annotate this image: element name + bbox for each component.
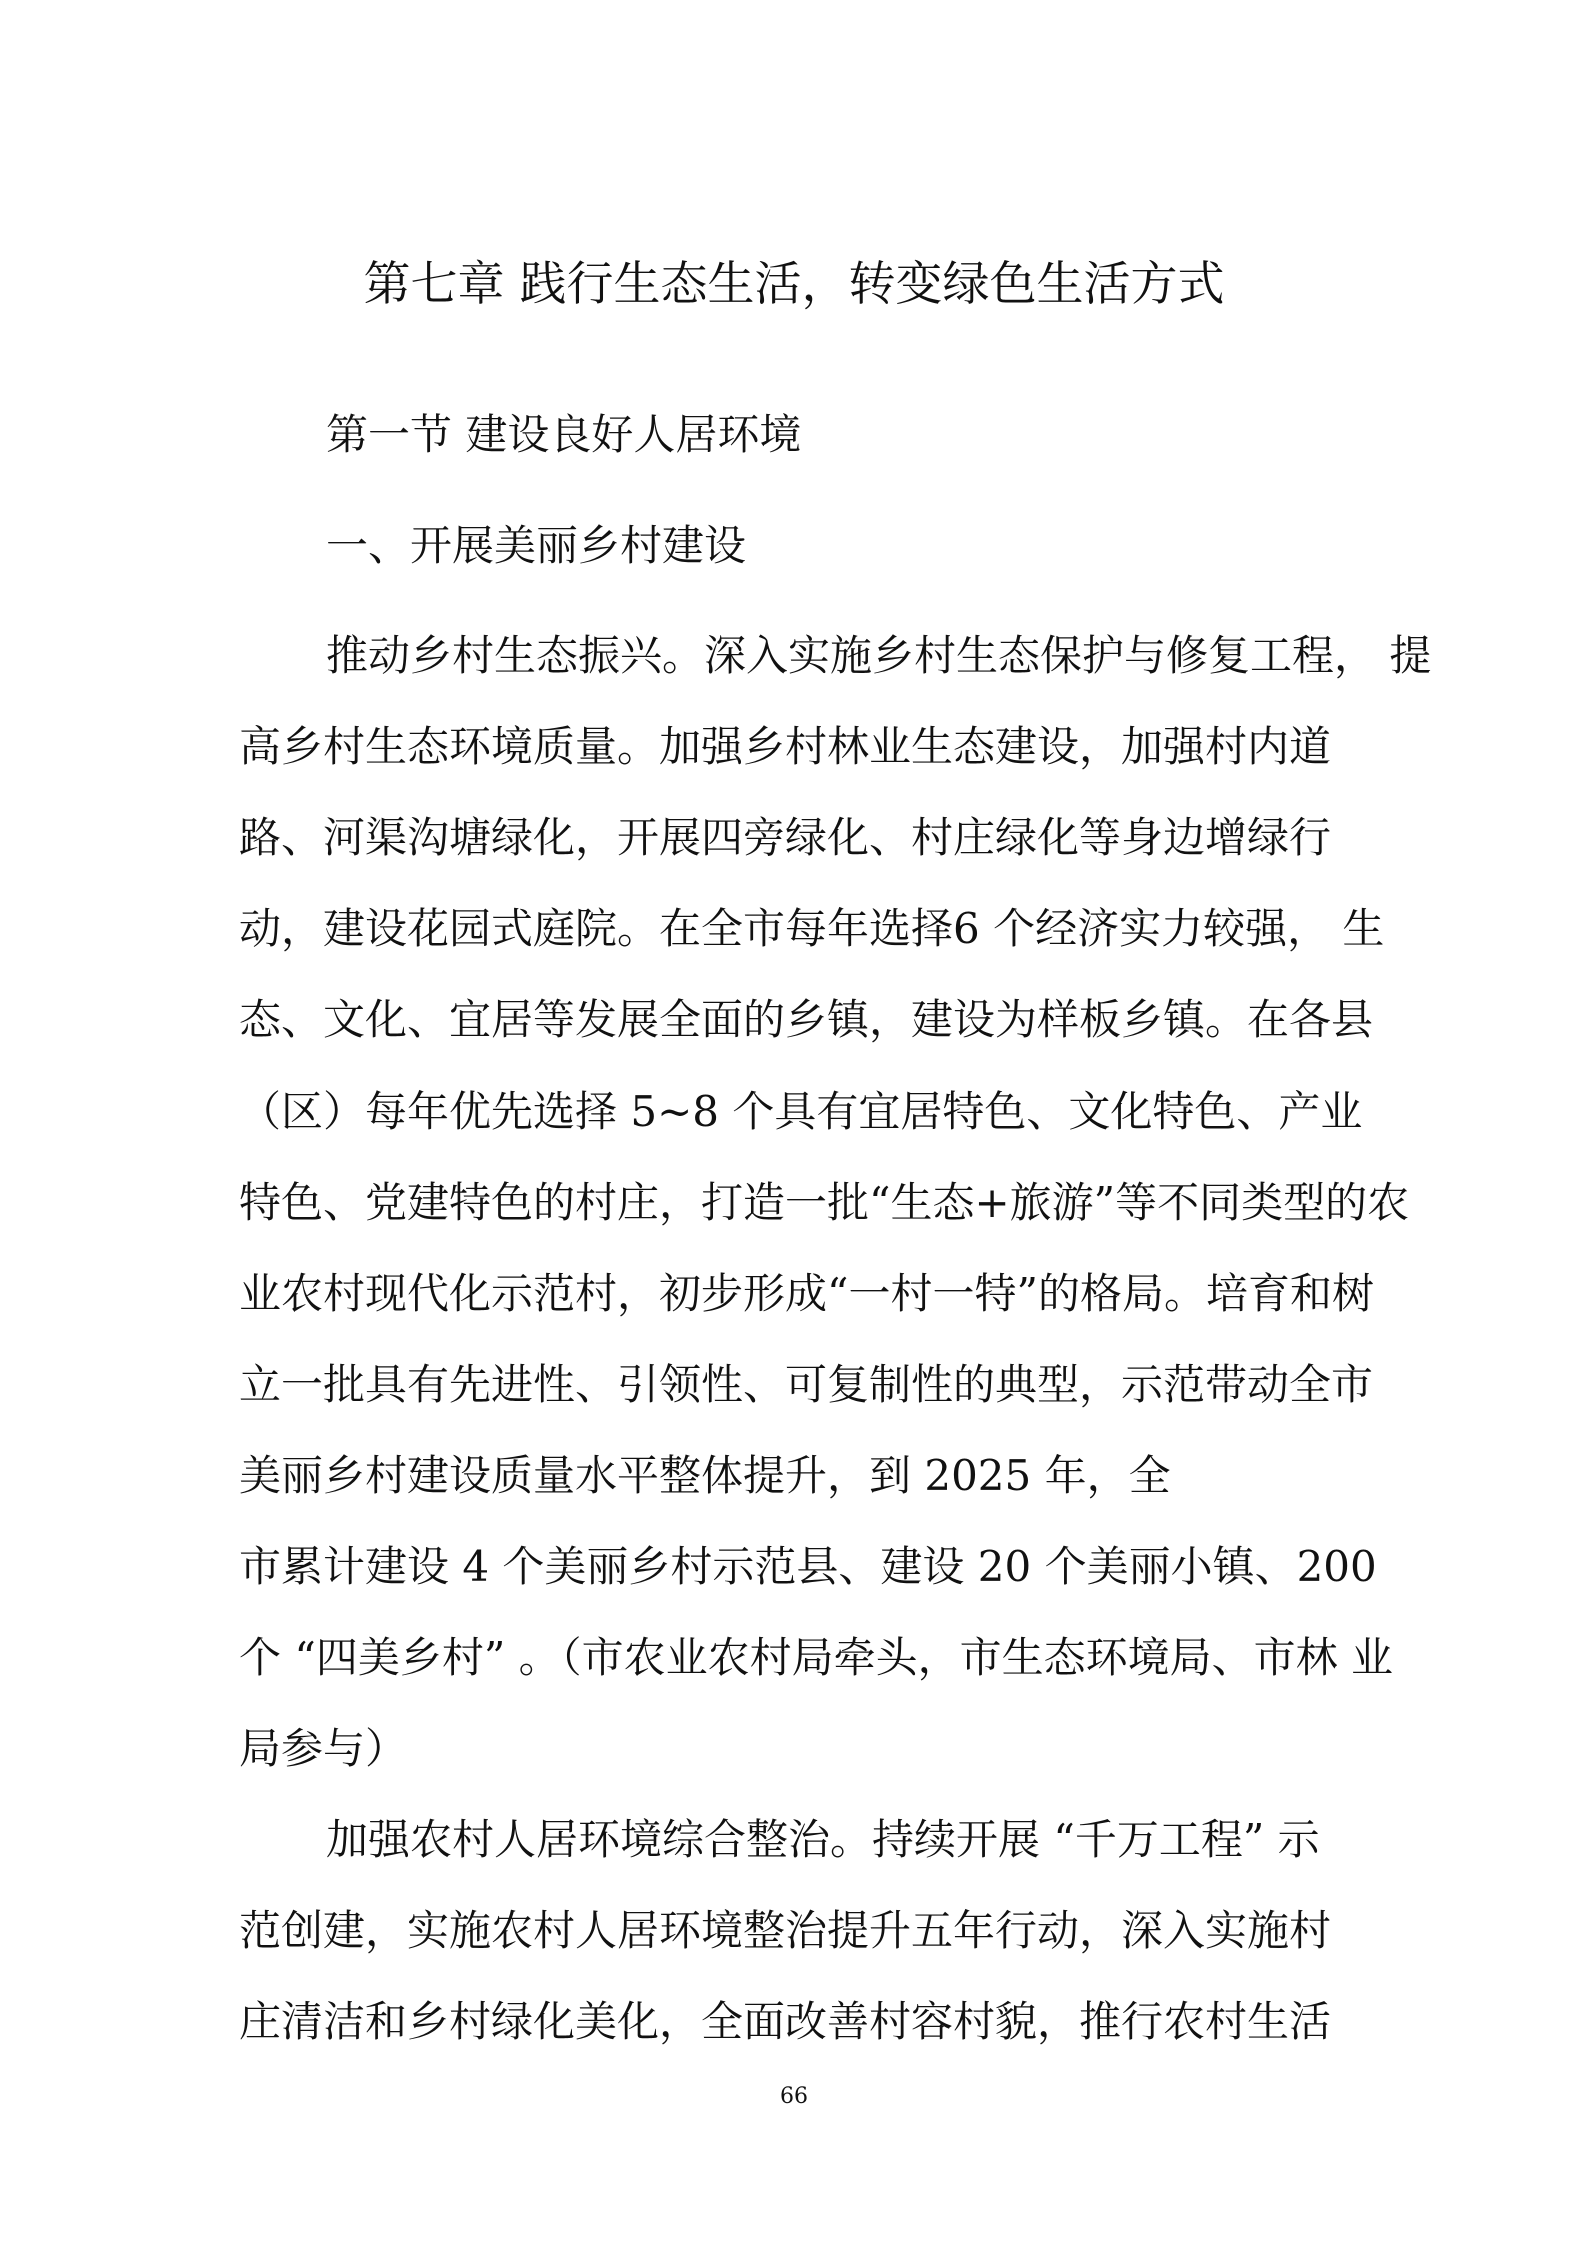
- paragraph-line: 范创建，实施农村人居环境整治提升五年行动，深入实施村: [239, 1906, 1332, 1955]
- paragraph-line: 业农村现代化示范村，初步形成“一村一特”的格局。培育和树: [239, 1269, 1374, 1318]
- section-title: 第一节 建设良好人居环境: [326, 410, 802, 459]
- paragraph-line: 加强农村人居环境综合整治。持续开展 “千万工程” 示: [326, 1815, 1320, 1864]
- paragraph-line: 个 “四美乡村” 。（市农业农村局牵头，市生态环境局、市林 业: [239, 1633, 1393, 1682]
- paragraph-line: （区）每年优先选择 5~8 个具有宜居特色、文化特色、产业: [239, 1087, 1363, 1136]
- paragraph-line: 特色、党建特色的村庄，打造一批“生态+旅游”等不同类型的农: [239, 1178, 1410, 1227]
- paragraph-line: 美丽乡村建设质量水平整体提升，到 2025 年，全: [239, 1451, 1171, 1500]
- paragraph-line: 立一批具有先进性、引领性、可复制性的典型，示范带动全市: [239, 1360, 1374, 1409]
- paragraph-line: 庄清洁和乡村绿化美化，全面改善村容村貌，推行农村生活: [239, 1997, 1332, 2046]
- paragraph-line: 高乡村生态环境质量。加强乡村林业生态建设，加强村内道: [239, 722, 1332, 771]
- paragraph-line: 市累计建设 4 个美丽乡村示范县、建设 20 个美丽小镇、200: [239, 1542, 1377, 1591]
- paragraph-line: 推动乡村生态振兴。深入实施乡村生态保护与修复工程， 提: [326, 631, 1432, 680]
- subsection-title: 一、开展美丽乡村建设: [326, 521, 747, 570]
- paragraph-line: 路、河渠沟塘绿化，开展四旁绿化、村庄绿化等身边增绿行: [239, 813, 1332, 862]
- paragraph-line: 动，建设花园式庭院。在全市每年选择6 个经济实力较强， 生: [239, 904, 1385, 953]
- page-number: 66: [780, 2084, 808, 2109]
- chapter-title: 第七章 践行生态生活，转变绿色生活方式: [363, 257, 1225, 312]
- paragraph-line: 局参与）: [239, 1724, 408, 1773]
- paragraph-line: 态、文化、宜居等发展全面的乡镇，建设为样板乡镇。在各县: [239, 995, 1374, 1044]
